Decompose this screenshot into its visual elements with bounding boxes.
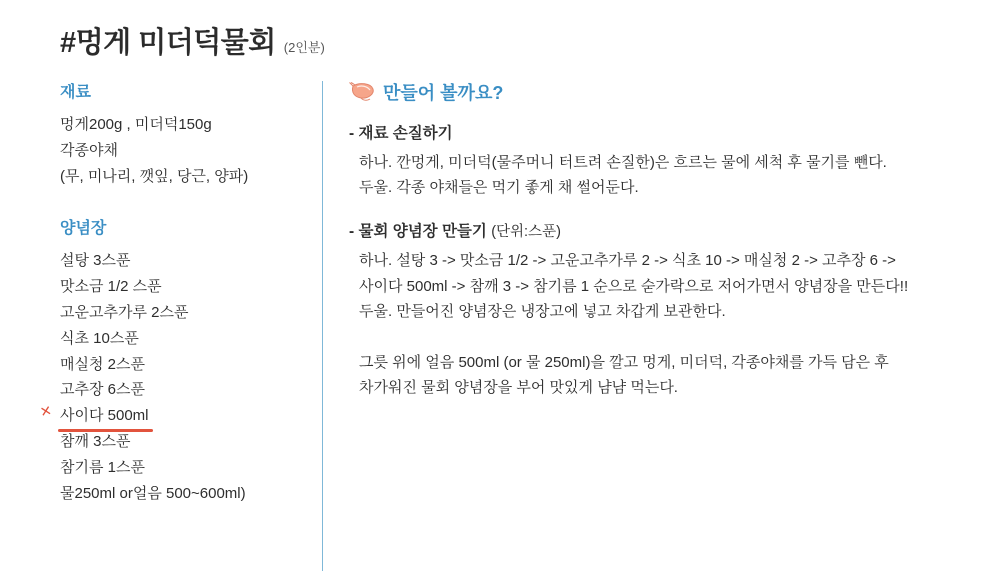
title-serving-text: (2인분): [283, 40, 325, 55]
list-item: 고운고추가루 2스푼: [60, 303, 189, 321]
list-item-highlighted: [38, 402, 312, 429]
step-line: 두울. 각종 야채들은 먹기 좋게 채 썰어둔다.: [359, 179, 639, 197]
list-item: 멍게200g , 미더덕150g: [60, 116, 212, 133]
list-item: 설탕 3스푼: [60, 252, 131, 270]
title-main-text: #멍게 미더덕물회: [60, 27, 276, 59]
sauce-list: [38, 248, 312, 506]
list-item: 맛소금 1/2 스푼: [60, 278, 162, 296]
step-line: 하나. 설탕 3 -> 맛소금 1/2 -> 고운고추가루 2 -> 식초 10 -> 매실청 2 -> 고추장 6 ->: [359, 252, 896, 270]
highlight-text: 사이다 500ml: [60, 403, 149, 429]
step-heading-unit: (단위:스푼): [491, 224, 561, 241]
step-line: 하나. 깐멍게, 미더덕(물주머니 터트려 손질한)은 흐르는 물에 세척 후 물기를 뺀다.: [359, 154, 887, 171]
final-step-block: [349, 350, 978, 400]
sauce-heading: 양념장: [60, 220, 107, 238]
ingredients-list: [60, 112, 312, 189]
final-step-line: 차가워진 물회 양념장을 부어 맛있게 냠냠 먹는다.: [359, 379, 678, 397]
step-line: 두울. 만들어진 양념장은 냉장고에 넣고 차갑게 보관한다.: [359, 302, 726, 320]
list-item: 고추장 6스푼: [60, 381, 145, 399]
step-line: 사이다 500ml -> 참깨 3 -> 참기름 1 순으로 숟가락으로 저어가면서 양념장을 만든다!!: [359, 277, 909, 295]
list-item: 매실청 2스푼: [60, 355, 145, 373]
step-block-prep: [349, 121, 978, 200]
list-item: 참깨 3스푼: [60, 432, 131, 450]
instructions-heading: [349, 79, 978, 105]
list-item: 식초 10스푼: [60, 329, 139, 347]
step-heading-text: - 재료 손질하기: [349, 125, 453, 142]
final-step-line: 그릇 위에 얼음 500ml (or 물 250ml)을 깔고 멍게, 미더덕, 각종야채를 가득 담은 후: [359, 353, 889, 371]
list-item: 참기름 1스푼: [60, 458, 145, 476]
step-block-sauce: [349, 219, 978, 324]
list-item: (무, 미나리, 깻잎, 당근, 양파): [60, 167, 249, 185]
shrimp-icon: [349, 82, 375, 102]
instructions-column: [323, 79, 978, 571]
list-item: 각종야채: [60, 141, 118, 159]
step-heading-text: - 물회 양념장 만들기: [349, 223, 487, 241]
content-columns: [38, 79, 978, 571]
step-heading: [349, 219, 978, 241]
star-icon: ✕: [38, 402, 54, 421]
page-title: [60, 20, 978, 61]
ingredients-heading: 재료: [60, 84, 91, 101]
instructions-heading-text: 만들어 볼까요?: [383, 83, 504, 103]
step-heading: [349, 121, 978, 143]
ingredients-column: [38, 79, 322, 571]
list-item: 물250ml or얼음 500~600ml): [60, 484, 246, 502]
